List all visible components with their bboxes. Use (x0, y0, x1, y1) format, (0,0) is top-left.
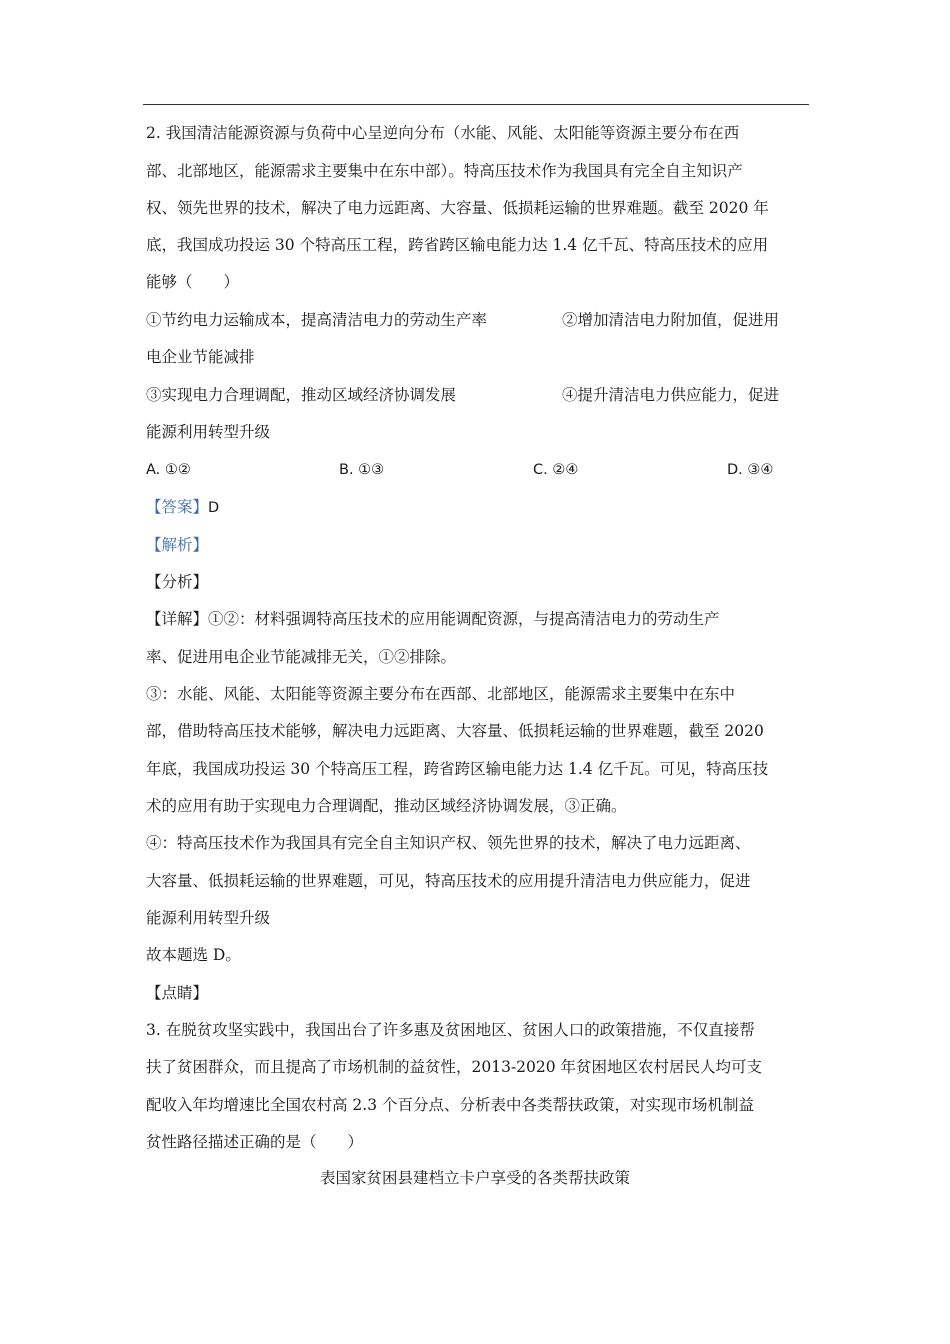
q2-option-a: A. ①② (146, 462, 191, 478)
explain-line: 术的应用有助于实现电力合理调配，推动区域经济协调发展，③正确。 (146, 797, 627, 815)
q2-stem-line: 底，我国成功投运 30 个特高压工程，跨省跨区输电能力达 1.4 亿千瓦、特高压技术的应用 (146, 236, 769, 254)
q2-stem-line: 能够（ ） (146, 273, 240, 291)
q2-answer-row (146, 497, 219, 518)
header-rule (143, 104, 809, 105)
explain-line: 率、促进用电企业节能减排无关，①②排除。 (146, 648, 457, 666)
q2-item-4: ④提升清洁电力供应能力，促进 (562, 386, 780, 404)
answer-value: D (208, 500, 220, 516)
table-caption: 表国家贫困县建档立卡户享受的各类帮扶政策 (319, 1169, 630, 1187)
q2-stem-line: 2. 我国清洁能源资源与负荷中心呈逆向分布（水能、风能、太阳能等资源主要分布在西 (146, 124, 740, 142)
q2-item-2: ②增加清洁电力附加值，促进用 (562, 311, 780, 329)
explain-line: 部，借助特高压技术能够，解决电力远距离、大容量、低损耗运输的世界难题，截至 2020 (146, 722, 764, 740)
q2-stem-line: 部、北部地区，能源需求主要集中在东中部）。特高压技术作为我国具有完全自主知识产 (146, 162, 743, 180)
q2-option-c: C. ②④ (533, 462, 579, 478)
q3-stem-line: 3. 在脱贫攻坚实践中，我国出台了许多惠及贫困地区、贫困人口的政策措施，不仅直接帮 (146, 1021, 755, 1039)
explain-line: ③：水能、风能、太阳能等资源主要分布在西部、北部地区，能源需求主要集中在东中 (146, 685, 736, 703)
q3-stem-line: 扶了贫困群众，而且提高了市场机制的益贫性，2013-2020 年贫困地区农村居民人均可支 (146, 1058, 763, 1076)
explain-line: 大容量、低损耗运输的世界难题，可见，特高压技术的应用提升清洁电力供应能力，促进 (146, 872, 751, 890)
explain-conclusion: 故本题选 D。 (146, 946, 241, 964)
q3-stem-line: 配收入年均增速比全国农村高 2.3 个百分点、分析表中各类帮扶政策，对实现市场机制益 (146, 1096, 755, 1114)
analysis-tag: 【解析】 (146, 536, 209, 554)
q2-stem-line: 权、领先世界的技术，解决了电力远距离、大容量、低损耗运输的世界难题。截至 2020 年 (146, 199, 769, 217)
explain-line: 年底，我国成功投运 30 个特高压工程，跨省跨区输电能力达 1.4 亿千瓦。可见，特高压技 (146, 760, 769, 778)
fenxi-tag: 【分析】 (146, 573, 209, 591)
q3-stem-line: 贫性路径描述正确的是（ ） (146, 1133, 364, 1151)
q2-item-3: ③实现电力合理调配，推动区域经济协调发展 (146, 386, 457, 404)
dianjing-tag: 【点睛】 (146, 984, 209, 1002)
explain-line: 能源利用转型升级 (146, 909, 271, 927)
explain-line: 【详解】①②：材料强调特高压技术的应用能调配资源，与提高清洁电力的劳动生产 (146, 610, 720, 628)
q2-item-2-cont: 电企业节能减排 (146, 348, 255, 366)
q2-item-1: ①节约电力运输成本，提高清洁电力的劳动生产率 (146, 311, 488, 329)
q2-item-4-cont: 能源利用转型升级 (146, 423, 271, 441)
explain-line: ④：特高压技术作为我国具有完全自主知识产权、领先世界的技术，解决了电力远距离、 (146, 834, 751, 852)
q2-option-d: D. ③④ (727, 462, 774, 478)
q2-option-b: B. ①③ (339, 462, 385, 478)
answer-tag: 【答案】 (146, 498, 209, 516)
